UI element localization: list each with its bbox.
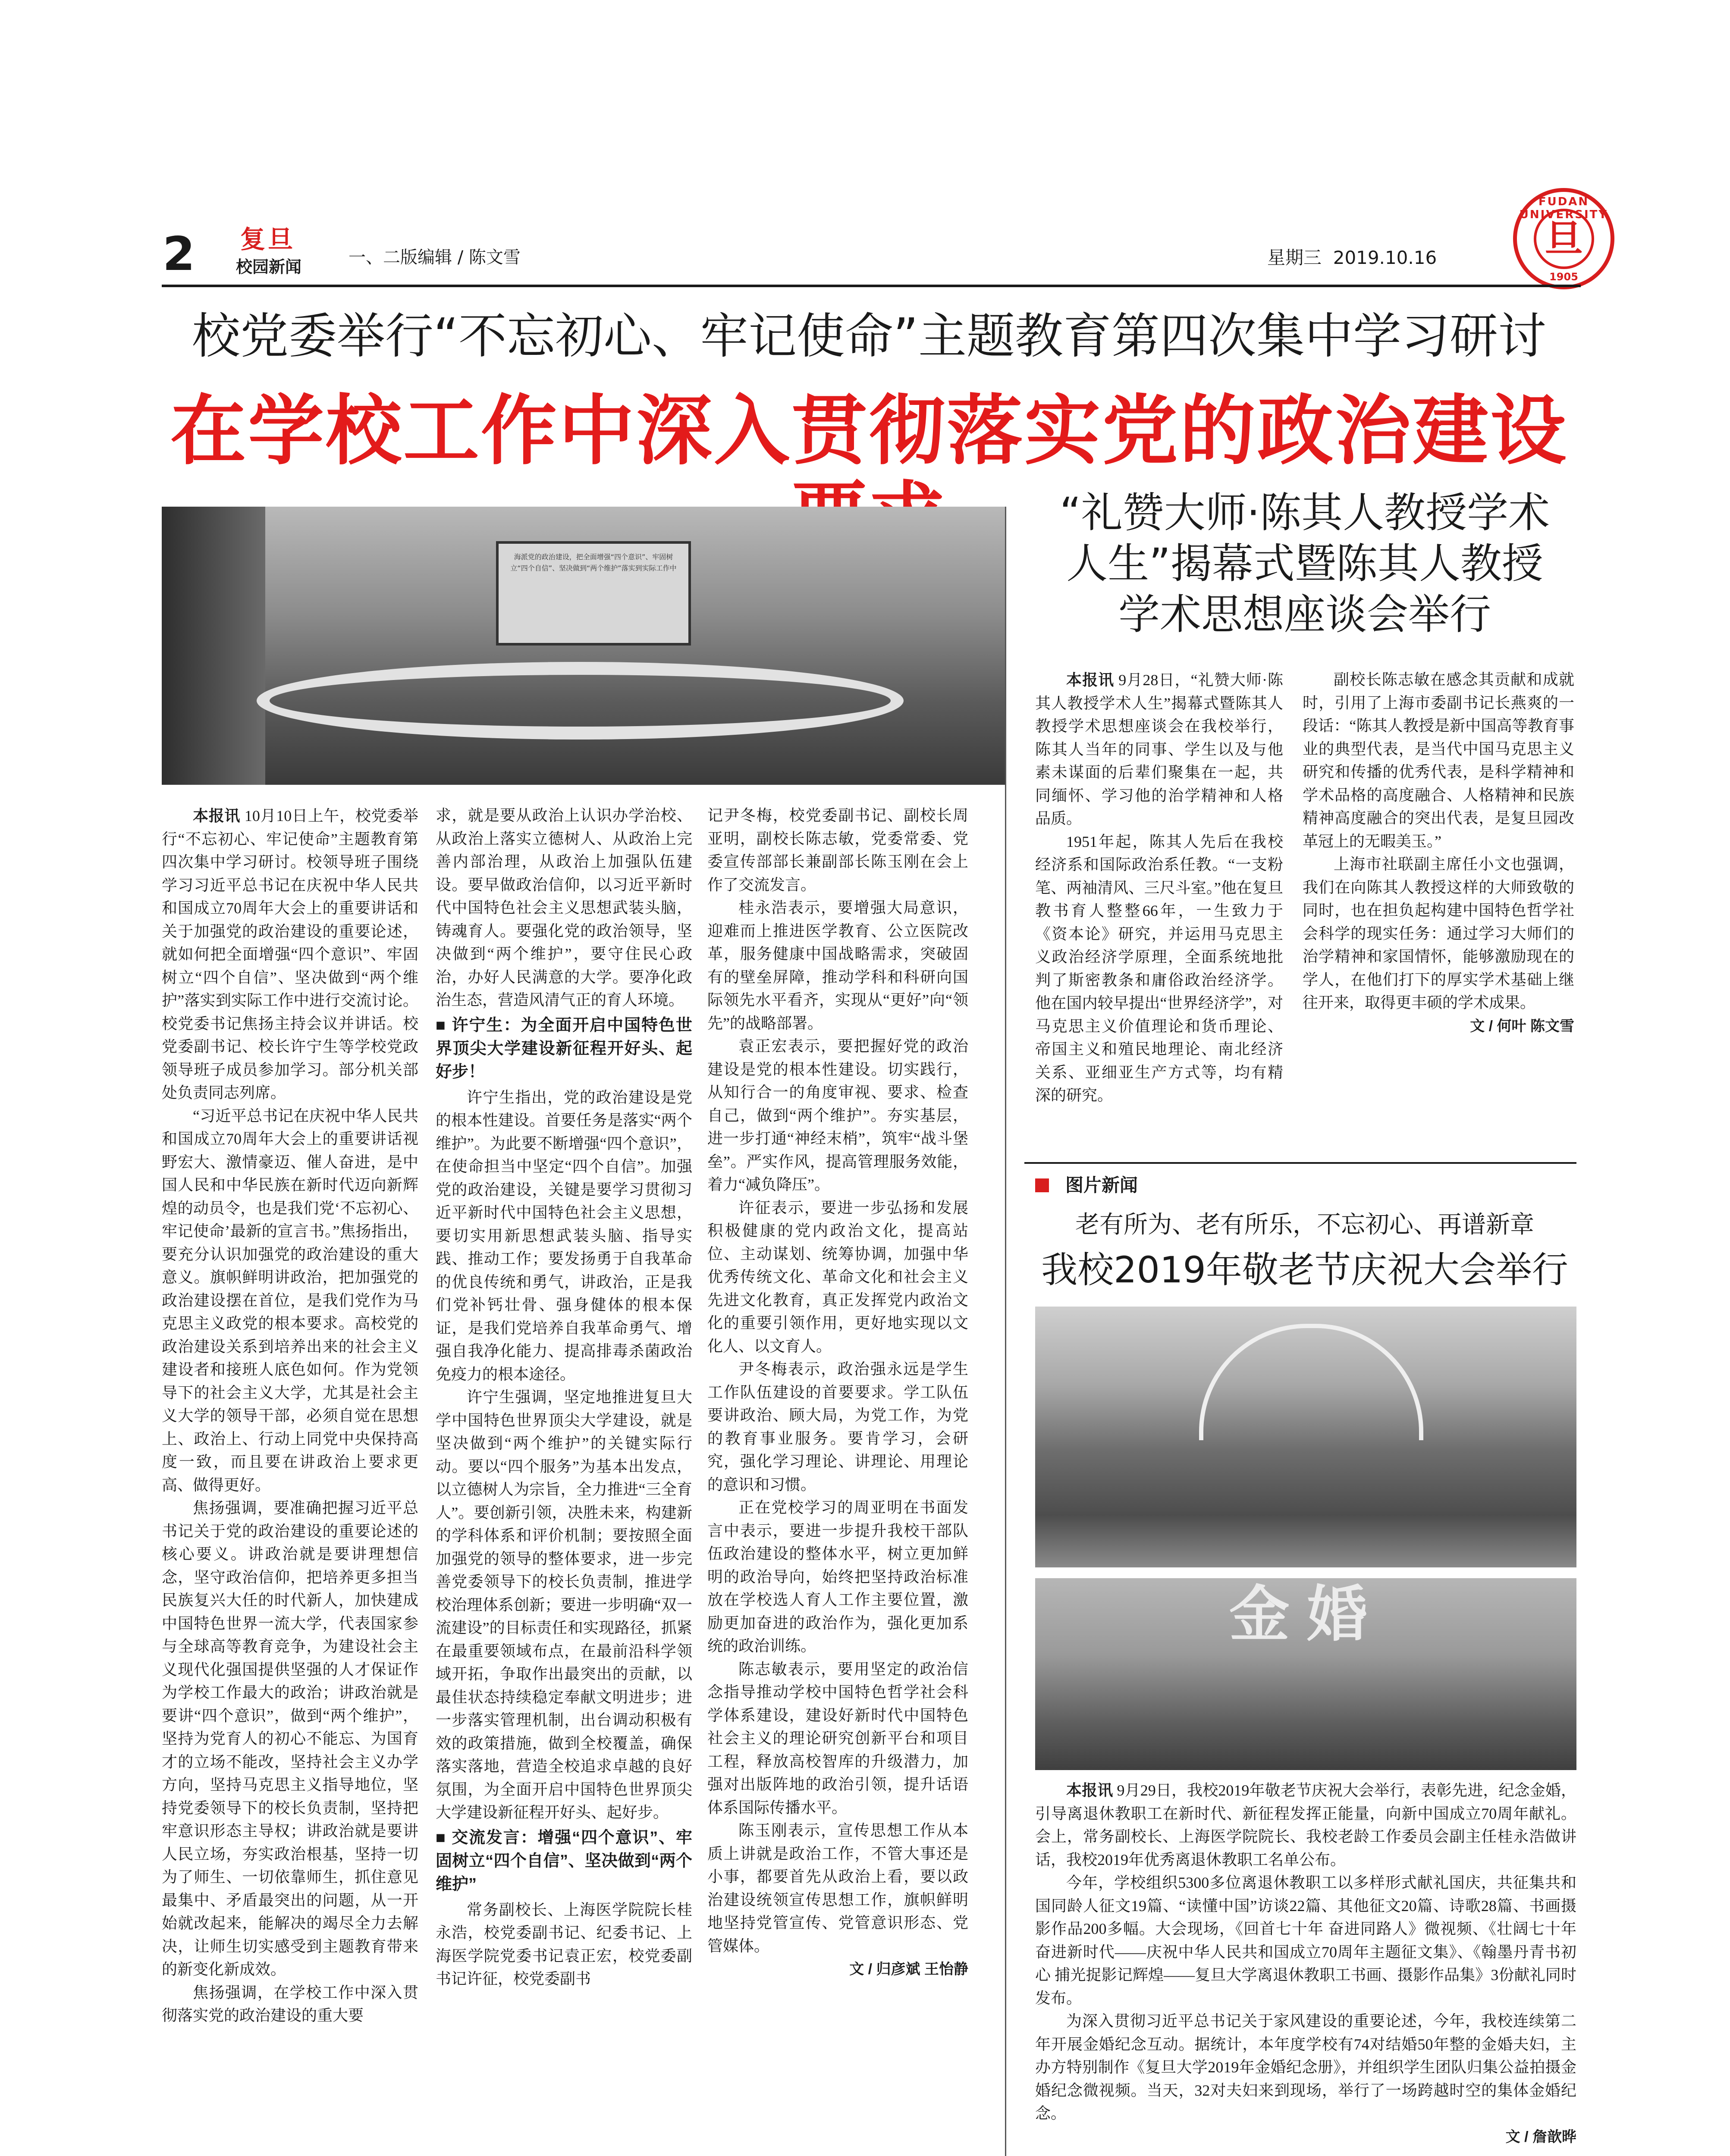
paragraph-text: 副校长陈志敏在感念其贡献和成就时，引用了上海市委副书记长燕爽的一段话：“陈其人教授是新中国高等教育事业的典型代表，是当代中国马克思主义研究和传播的优秀代表，是科学精神和学术品格的高度融合、人格精神和民族精神高度融合的突出代表，是复旦园改革冠上的无暇美玉。” xyxy=(1303,671,1574,850)
body-paragraph xyxy=(162,1981,418,2028)
side-headline-line-1: “礼赞大师·陈其人教授学术 xyxy=(1059,489,1550,537)
seal-english-text: FUDAN UNIVERSITY xyxy=(1519,195,1608,221)
red-square-icon xyxy=(1035,1178,1049,1192)
body-paragraph xyxy=(436,1086,692,1386)
body-paragraph xyxy=(162,804,418,1105)
paragraph-text: 尹冬梅表示，政治强永远是学生工作队伍建设的首要要求。学工队伍要讲政治、顾大局，为党工作，为党的教育事业服务。要肯学习，会研究，强化学习理论、讲理论、用理论的意识和习惯。 xyxy=(707,1360,968,1493)
paragraph-text: 袁正宏表示，要把握好党的政治建设是党的根本性建设。切实践行，从知行合一的角度审视、要求、检查自己，做到“两个维护”。夯实基层，进一步打通“神经末梢”，筑牢“战斗堡垒”。严实作风，提高管理服务效能，着力“减负降压”。 xyxy=(707,1037,968,1193)
column-divider xyxy=(1005,507,1006,2156)
side-headline-line-3: 学术思想座谈会举行 xyxy=(1118,590,1491,639)
paper-name: 复旦 xyxy=(240,225,296,254)
subheading: ■ 许宁生：为全面开启中国特色世界顶尖大学建设新征程开好头、起好步！ xyxy=(436,1016,692,1081)
body-paragraph xyxy=(707,1358,968,1496)
subheading: ■ 交流发言：增强“四个意识”、牢固树立“四个自信”、坚决做到“两个维护” xyxy=(436,1828,692,1893)
paragraph-text: 为深入贯彻习近平总书记关于家风建设的重要论述，今年，我校连续第二年开展金婚纪念互动。据统计，本年度学校有74对结婚50年整的金婚夫妇，主办方特别制作《复旦大学2019年金婚纪念册》，并组织学生团队归集公益拍摄金婚纪念微视频。当天，32对夫妇来到现场，举行了一场跨越时空的集体金婚纪念。 xyxy=(1035,2012,1576,2122)
page-number: 2 xyxy=(163,227,195,281)
conference-table xyxy=(257,662,904,740)
weekday: 星期三 xyxy=(1267,247,1322,268)
paragraph-text: 许宁生指出，党的政治建设是党的根本性建设。首要任务是落实“两个维护”。为此要不断增强“四个意识”，在使命担当中坚定“四个自信”。加强党的政治建设，关键是要学习贯彻习近平新时代中国特色社会主义思想，要切实用新思想武装头脑、指导实践、推动工作；要发扬勇于自我革命的优良传统和勇气，讲政治，正是我们党补钙壮骨、强身健体的根本保证，是我们党培养自我革命勇气、增强自我净化能力、提高排毒杀菌政治免疫力的根本途径。 xyxy=(436,1088,692,1383)
masthead-rule xyxy=(162,285,1581,287)
byline: 文 / 詹歆晔 xyxy=(1505,2128,1576,2145)
body-paragraph xyxy=(707,1035,968,1197)
side-column-1 xyxy=(1035,668,1283,1160)
seal-year: 1905 xyxy=(1549,271,1578,283)
paragraph-text: 桂永浩表示，要增强大局意识，迎难而上推进医学教育、公立医院改革，服务健康中国战略需求，突破固有的壁垒屏障，推动学科和科研向国际领先水平看齐，实现从“更好”向“领先”的战略部署。 xyxy=(707,899,968,1032)
body-paragraph xyxy=(1303,668,1574,853)
university-seal-logo xyxy=(1513,188,1614,289)
body-paragraph xyxy=(707,804,968,896)
body-paragraph xyxy=(1035,2010,1576,2125)
stage-banner: 金婚 xyxy=(1229,1579,1385,1650)
photo-news-headline: 我校2019年敬老节庆祝大会举行 xyxy=(1041,1249,1568,1291)
body-paragraph xyxy=(436,1899,692,1991)
seminar-projection-screen xyxy=(496,541,691,646)
dateline-lead: 本报讯 xyxy=(1066,1781,1113,1799)
paragraph-text: 记尹冬梅，校党委副书记、副校长周亚明，副校长陈志敏，党委常委、党委宣传部部长兼副部长陈玉刚在会上作了交流发言。 xyxy=(707,807,968,893)
screen-text: 海派党的政治建设，把全面增强“四个意识”、牢固树立“四个自信”、坚决做到“两个维护”落实到实际工作中 xyxy=(510,553,677,572)
paragraph-text: 求，就是要从政治上认识办学治校、从政治上落实立德树人、从政治上完善内部治理，从政治上加强队伍建设。要早做政治信仰，以习近平新时代中国特色社会主义思想武装头脑，铸魂育人。要强化党的政治领导，坚决做到“两个维护”，要守住民心政治，办好人民满意的大学。要净化政治生态，营造风清气正的育人环境。 xyxy=(436,807,692,1009)
body-paragraph xyxy=(1035,668,1283,830)
body-paragraph xyxy=(1035,1871,1576,2010)
dateline-lead: 本报讯 xyxy=(1066,671,1115,689)
side-column-2 xyxy=(1303,668,1574,1160)
lead-column-2 xyxy=(436,804,692,2156)
dateline-lead: 本报讯 xyxy=(193,807,241,824)
seal-center-glyph: 旦 xyxy=(1534,209,1594,269)
body-paragraph xyxy=(1035,830,1283,1107)
body-paragraph xyxy=(162,1497,418,1981)
body-paragraph xyxy=(707,896,968,1035)
photo-news-rule xyxy=(1024,1162,1576,1164)
paragraph-text: 上海市社联副主席任小文也强调，我们在向陈其人教授这样的大师致敬的同时，也在担负起构建中国特色哲学社会科学的现实任务：通过学习大师们的治学精神和家国情怀，能够激励现在的学人，在他们打下的厚实学术基础上继往开来，取得更丰硕的学术成果。 xyxy=(1303,856,1574,1011)
paragraph-text: 10月10日上午，校党委举行“不忘初心、牢记使命”主题教育第四次集中学习研讨。校领导班子围绕学习习近平总书记在庆祝中华人民共和国成立70周年大会上的重要讲话和关于加强党的政治建设的重要论述，就如何把全面增强“四个意识”、牢固树立“四个自信”、坚决做到“两个维护”落实到实际工作中进行交流讨论。校党委书记焦扬主持会议并讲话。校党委副书记、校长许宁生等学校党政领导班子成员参加学习。部分机关部处负责同志列席。 xyxy=(162,807,418,1101)
paragraph-text: 9月29日，我校2019年敬老节庆祝大会举行，表彰先进，纪念金婚，引导离退休教职工在新时代、新征程发挥正能量，向新中国成立70周年献礼。会上，常务副校长、上海医学院院长、我校老龄工作委员会副主任桂永浩做讲话，我校2019年优秀离退休教职工名单公布。 xyxy=(1035,1782,1576,1868)
group-photo xyxy=(1035,1307,1576,1567)
photo-tree-background xyxy=(162,507,265,785)
photo-news-kicker: 老有所为、老有所乐，不忘初心、再谱新章 xyxy=(1075,1211,1534,1239)
body-paragraph xyxy=(436,1386,692,1824)
golden-wedding-photo xyxy=(1035,1578,1576,1770)
paragraph-text: 9月28日，“礼赞大师·陈其人教授学术人生”揭幕式暨陈其人教授学术思想座谈会在我校举行，陈其人当年的同事、学生以及与他素未谋面的后辈们聚集在一起，共同缅怀、学习他的治学精神和人格品质。 xyxy=(1035,671,1283,827)
body-paragraph xyxy=(436,804,692,1012)
byline: 文 / 何叶 陈文雪 xyxy=(1470,1018,1574,1034)
body-paragraph xyxy=(707,1658,968,1820)
lead-column-3 xyxy=(707,804,968,2156)
editor-line: 一、二版编辑 / 陈文雪 xyxy=(349,248,521,267)
photo-news-label: 图片新闻 xyxy=(1065,1175,1138,1195)
paragraph-text: “习近平总书记在庆祝中华人民共和国成立70周年大会上的重要讲话视野宏大、激情豪迈、催人奋进，是中国人民和中华民族在新时代迈向新辉煌的动员令，也是我们党‘不忘初心、牢记使命’最新的宣言书。”焦扬指出，要充分认识加强党的政治建设的重大意义。旗帜鲜明讲政治，把加强党的政治建设摆在首位，是我们党作为马克思主义政党的根本要求。高校党的政治建设关系到培养出来的社会主义建设者和接班人底色如何。作为党领导下的社会主义大学，尤其是社会主义大学的领导干部，必须自觉在思想上、政治上、行动上同党中央保持高度一致，而且要在讲政治上要求更高、做得更好。 xyxy=(162,1107,418,1494)
body-paragraph xyxy=(162,1105,418,1497)
paragraph-text: 焦扬强调，在学校工作中深入贯彻落实党的政治建设的重大要 xyxy=(162,1984,418,2024)
side-headline-line-2: 人生”揭幕式暨陈其人教授 xyxy=(1066,539,1543,588)
lead-column-1 xyxy=(162,804,418,2156)
issue-date: 2019.10.16 xyxy=(1333,247,1437,268)
photo-news-body xyxy=(1035,1779,1576,2156)
paragraph-text: 常务副校长、上海医学院院长桂永浩，校党委副书记、纪委书记、上海医学院党委书记袁正宏，校党委副书记许征，校党委副书 xyxy=(436,1901,692,1987)
photo-news-column xyxy=(1035,1779,1576,2149)
side-headline xyxy=(1035,487,1574,640)
paragraph-text: 陈玉刚表示，宣传思想工作从本质上讲就是政治工作，不管大事还是小事，都要首先从政治上看，要以政治建设统领宣传思想工作，旗帜鲜明地坚持党管宣传、党管意识形态、党管媒体。 xyxy=(707,1822,968,1955)
dateline xyxy=(1267,248,1437,268)
body-paragraph xyxy=(1303,853,1574,1015)
paragraph-text: 焦扬强调，要准确把握习近平总书记关于党的政治建设的重要论述的核心要义。讲政治就是要讲理想信念，坚守政治信仰，把培养更多担当民族复兴大任的时代新人，加快建成中国特色世界一流大学，代表国家参与全球高等教育竞争，为建设社会主义现代化强国提供坚强的人才保证作为学校工作最大的政治；讲政治就是要讲“四个意识”，做到“两个维护”，坚持为党育人的初心不能忘、为国育才的立场不能改，坚持社会主义办学方向，坚持马克思主义指导地位，坚持党委领导下的校长负责制，坚持把牢意识形态主导权；讲政治就是要讲人民立场，夯实政治根基，坚持一切为了师生、一切依靠师生，抓住意见最集中、矛盾最突出的问题，从一开始就改起来，能解决的竭尽全力去解决，让师生切实感受到主题教育带来的新变化新成效。 xyxy=(162,1499,418,1978)
building-arch xyxy=(1199,1324,1423,1440)
section-name: 校园新闻 xyxy=(236,257,302,276)
paragraph-text: 许宁生强调，坚定地推进复旦大学中国特色世界顶尖大学建设，就是坚决做到“两个维护”的关键实际行动。要以“四个服务”为基本出发点，以立德树人为宗旨，全力推进“三全育人”。要创新引领，决胜未来，构建新的学科体系和评价机制；要按照全面加强党的领导的整体要求，进一步完善党委领导下的校长负责制，推进学校治理体系创新；要进一步明确“双一流建设”的目标责任和实现路径，抓紧在最重要领域布点，在最前沿科学领域开拓，争取作出最突出的贡献，以最佳状态持续稳定奉献文明进步；进一步落实管理机制，出台调动积极有效的政策措施，做到全校覆盖，确保落实落地，营造全校追求卓越的良好氛围，为全面开启中国特色世界顶尖大学建设新征程开好头、起好步。 xyxy=(436,1388,692,1821)
lead-headline: 在学校工作中深入贯彻落实党的政治建设 xyxy=(170,387,1568,475)
paragraph-text: 正在党校学习的周亚明在书面发言中表示，要进一步提升我校干部队伍政治建设的整体水平，树立更加鲜明的政治导向，始终把坚持政治标准放在学校选人育人工作主要位置，激励更加奋进的政治作为，强化更加系统的政治训练。 xyxy=(707,1499,968,1655)
body-paragraph xyxy=(1035,1779,1576,1871)
byline: 文 / 归彦斌 王怡静 xyxy=(849,1961,968,1977)
body-paragraph xyxy=(707,1496,968,1658)
body-paragraph xyxy=(707,1197,968,1358)
paragraph-text: 陈志敏表示，要用坚定的政治信念指导推动学校中国特色哲学社会科学体系建设，建设好新时代中国特色社会主义的理论研究创新平台和项目工程，释放高校智库的升级潜力，加强对出版阵地的政治引领，提升话语体系国际传播水平。 xyxy=(707,1660,968,1816)
seminar-photo xyxy=(162,507,1005,785)
body-paragraph xyxy=(707,1819,968,1958)
lead-kicker: 校党委举行“不忘初心、牢记使命”主题教育第四次集中学习研讨 xyxy=(192,308,1547,364)
paragraph-text: 1951年起，陈其人先后在我校经济系和国际政治系任教。“一支粉笔、两袖清风、三尺斗室。”他在复旦教书育人整整66年，一生致力于《资本论》研究，并运用马克思主义政治经济学原理，全面系统地批判了斯密教条和庸俗政治经济学。他在国内较早提出“世界经济学”，对马克思主义价值理论和货币理论、帝国主义和殖民地理论、南北经济关系、亚细亚生产方式等，均有精深的研究。 xyxy=(1035,833,1283,1104)
paragraph-text: 今年，学校组织5300多位离退休教职工以多样形式献礼国庆，共征集共和国同龄人征文19篇、“读懂中国”访谈22篇、其他征文20篇、诗歌28篇、书画摄影作品200多幅。大会现场，《回首七十年 奋进同路人》微视频、《壮阔七十年 奋进新时代——庆祝中华人民共和国成立70周年主题征文集》、《翰墨丹青书初心 捕光捉影记辉煌——复旦大学离退休教职工书画、摄影作品集》3份献礼同时发布。 xyxy=(1035,1874,1576,2007)
paragraph-text: 许征表示，要进一步弘扬和发展积极健康的党内政治文化，提高站位、主动谋划、统筹协调，加强中华优秀传统文化、革命文化和社会主义先进文化教育，真正发挥党内政治文化的重要引领作用，更好地实现以文化人、以文育人。 xyxy=(707,1199,968,1355)
